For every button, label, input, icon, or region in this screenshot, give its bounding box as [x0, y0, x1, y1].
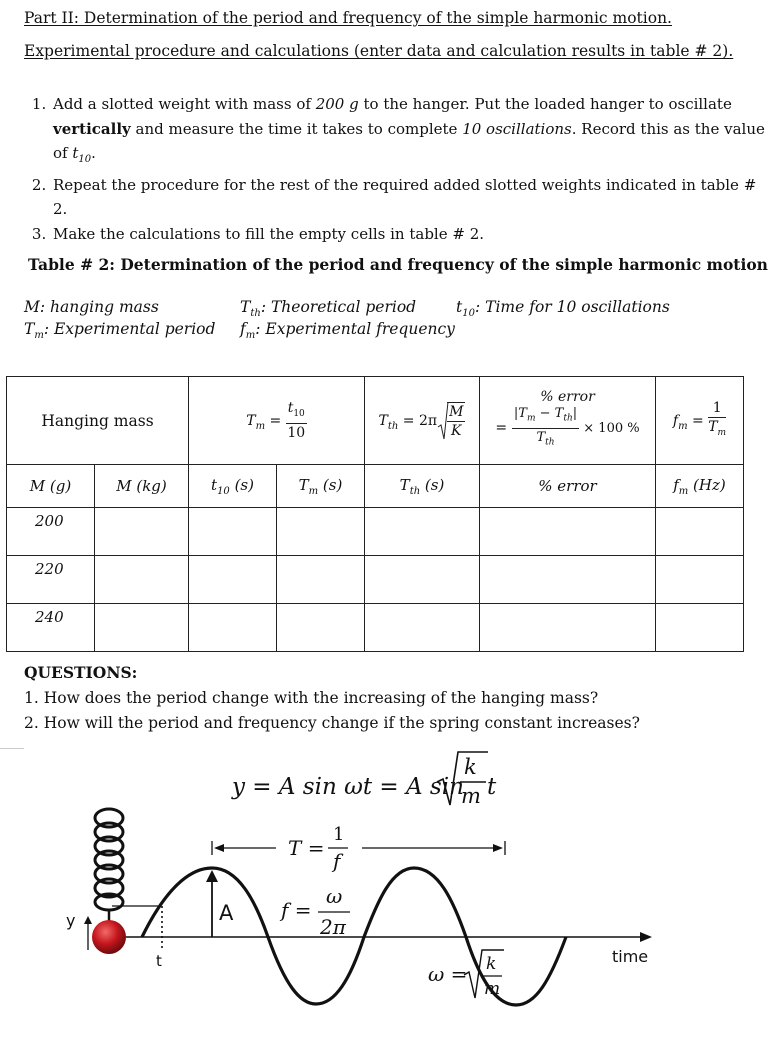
- svg-text:T =: T =: [288, 836, 325, 860]
- fm-formula: $f_m$ = $\frac{1}{T_m}$: [656, 377, 744, 465]
- svg-text:ω: ω: [326, 884, 343, 908]
- input-cell[interactable]: [95, 556, 189, 604]
- col-error: % error: [480, 465, 656, 508]
- input-cell[interactable]: [189, 604, 277, 652]
- shm-diagram: [0, 740, 778, 1045]
- svg-text:y = A sin ωt = A sin: y = A sin ωt = A sin: [232, 774, 464, 800]
- col-tm: $T_m$ (s): [277, 465, 365, 508]
- input-cell[interactable]: [189, 556, 277, 604]
- procedure-steps: [24, 92, 771, 246]
- table-title: Table # 2: Determination of the period and frequency of the simple harmonic motion: [28, 255, 768, 274]
- column-header-row: [7, 465, 744, 508]
- mass-value: 220: [7, 556, 95, 604]
- step-1: 1. Add a slotted weight with mass of 200 g to the hanger. Put the loaded hanger to oscillate vertically and measure the time it takes to complete 10 oscillations. Record this as the value of $t_{10}$.: [51, 92, 771, 173]
- t-label: t: [156, 952, 162, 970]
- input-cell[interactable]: [480, 508, 656, 556]
- step-3: 3. Make the calculations to fill the empty cells in table # 2.: [51, 222, 771, 247]
- input-cell[interactable]: [656, 556, 744, 604]
- svg-text:m: m: [484, 979, 501, 999]
- input-cell[interactable]: [656, 604, 744, 652]
- mass-value: 240: [7, 604, 95, 652]
- procedure-heading: Experimental procedure and calculations (enter data and calculation results in table # 2).: [24, 42, 734, 60]
- formula-row: [7, 377, 744, 465]
- part-title: Part II: Determination of the period and frequency of the simple harmonic motion.: [24, 9, 672, 27]
- mass-value: 200: [7, 508, 95, 556]
- col-mass-kg: M (kg): [95, 465, 189, 508]
- svg-text:ω =: ω =: [428, 962, 468, 986]
- table-row: [7, 556, 744, 604]
- col-t10: $t_{10}$ (s): [189, 465, 277, 508]
- mass-ball: [92, 920, 126, 954]
- legend-fm: $f_m$: Experimental frequency: [240, 320, 455, 342]
- input-cell[interactable]: [365, 556, 480, 604]
- svg-text:f: f: [333, 849, 341, 873]
- svg-text:2π: 2π: [320, 915, 346, 939]
- error-formula: % error = $\frac{|T_m - T_{th}|}{T_{th}}$ × 100 %: [480, 377, 656, 465]
- svg-text:m: m: [461, 784, 481, 808]
- legend-tth: $T_{th}$: Theoretical period: [240, 298, 417, 320]
- data-table: [6, 376, 744, 652]
- omega-formula: [428, 950, 504, 999]
- col-mass-g: M (g): [7, 465, 95, 508]
- legend-t10: $t_{10}$: Time for 10 oscillations: [456, 298, 670, 320]
- period-formula: [288, 824, 348, 873]
- input-cell[interactable]: [277, 508, 365, 556]
- svg-text:t: t: [487, 774, 497, 800]
- input-cell[interactable]: [480, 556, 656, 604]
- input-cell[interactable]: [189, 508, 277, 556]
- input-cell[interactable]: [656, 508, 744, 556]
- legend-mass: M: hanging mass: [24, 298, 159, 316]
- frequency-formula: [279, 884, 350, 939]
- svg-text:f =: f =: [281, 898, 312, 922]
- col-tth: $T_{th}$ (s): [365, 465, 480, 508]
- input-cell[interactable]: [277, 604, 365, 652]
- tm-formula: $T_m$ = $\frac{t_{10}}{10}$: [189, 377, 365, 465]
- question-1: 1. How does the period change with the increasing of the hanging mass?: [24, 689, 599, 707]
- legend-tm: $T_m$: Experimental period: [24, 320, 216, 342]
- hanging-mass-header: Hanging mass: [7, 377, 189, 465]
- step-2: 2. Repeat the procedure for the rest of the required added slotted weights indicated in table # 2.: [51, 173, 771, 222]
- svg-text:k: k: [464, 755, 477, 779]
- svg-text:k: k: [486, 954, 497, 974]
- input-cell[interactable]: [95, 604, 189, 652]
- input-cell[interactable]: [365, 604, 480, 652]
- amplitude-label: A: [219, 901, 234, 925]
- period-arrow: [212, 841, 505, 855]
- equation-main: [231, 752, 497, 808]
- spring: [95, 809, 123, 924]
- table-row: [7, 604, 744, 652]
- input-cell[interactable]: [365, 508, 480, 556]
- svg-text:1: 1: [333, 824, 345, 845]
- input-cell[interactable]: [480, 604, 656, 652]
- y-label: y: [66, 911, 76, 930]
- table-row: [7, 508, 744, 556]
- input-cell[interactable]: [95, 508, 189, 556]
- questions-title: QUESTIONS:: [24, 663, 138, 682]
- tth-formula: $T_{th} = 2\pi$ $\frac{M}{K}$: [365, 377, 480, 465]
- input-cell[interactable]: [277, 556, 365, 604]
- time-label: time: [612, 947, 649, 966]
- col-fm: $f_m$ (Hz): [656, 465, 744, 508]
- question-2: 2. How will the period and frequency change if the spring constant increases?: [24, 714, 640, 732]
